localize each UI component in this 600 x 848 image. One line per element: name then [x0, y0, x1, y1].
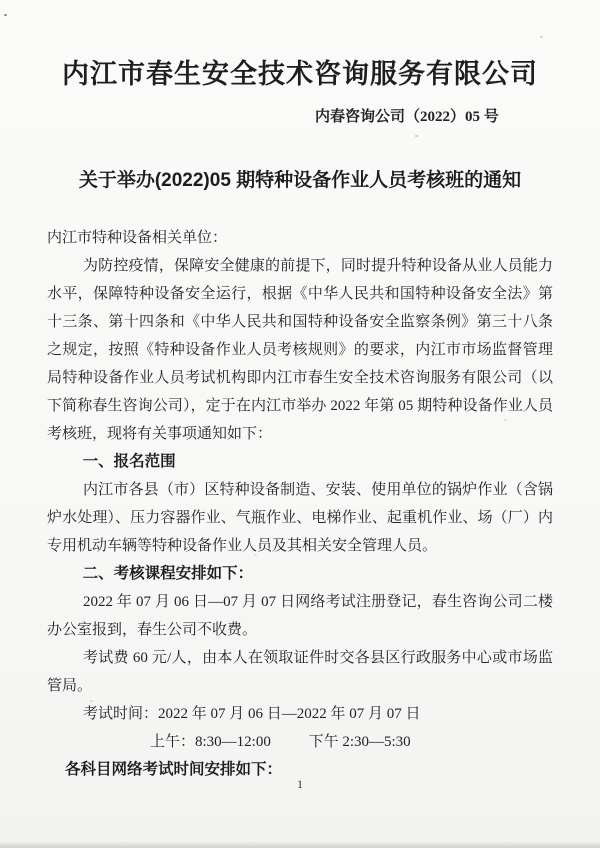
- page-number: 1: [297, 777, 303, 791]
- exam-hours: [47, 728, 553, 756]
- exam-time: 考试时间：2022 年 07 月 06 日—2022 年 07 月 07 日: [83, 706, 421, 722]
- notice-title: 关于举办(2022)05 期特种设备作业人员考核班的通知: [78, 170, 522, 191]
- section-1-paragraph: 内江市各县（市）区特种设备制造、安装、使用单位的锅炉作业（含锅炉水处理）、压力容器作业、气瓶作业、电梯作业、起重机作业、场（厂）内专用机动车辆等特种设备作业人员及其相关安全管理人员。: [47, 482, 553, 554]
- intro-paragraph: 为防控疫情，保障安全健康的前提下，同时提升特种设备从业人员能力水平，保障特种设备安全运行，根据《中华人民共和国特种设备安全法》第十三条、第十四条和《中华人民共和国特种设备安全监察条例》第三十八条之规定，按照《特种设备作业人员考核规则》的要求，内江市市场监督管理局特种设备作业人员考试机构即内江市春生安全技术咨询服务有限公司（以下简称春生咨询公司），定于在内江市举办 2022 年第 05 期特种设备作业人员考核班，现将有关事项通知如下：: [47, 258, 553, 442]
- afternoon-hours: 下午 2:30—5:30: [308, 734, 411, 750]
- online-exam-schedule-note: 各科目网络考试时间安排如下：: [65, 761, 283, 778]
- section-2-paragraph-fee: 考试费 60 元/人，由本人在领取证件时交各县区行政服务中心或市场监管局。: [47, 650, 553, 694]
- section-2-paragraph-registration: 2022 年 07 月 06 日—07 月 07 日网络考试注册登记，春生咨询公司二楼办公室报到，春生公司不收费。: [47, 594, 553, 638]
- section-2-heading: 二、考核课程安排如下：: [82, 565, 254, 582]
- notice-body: [47, 224, 553, 784]
- document-number: 内春咨询公司（2022）05 号: [315, 109, 499, 125]
- company-title: 内江市春生安全技术咨询服务有限公司: [62, 59, 538, 89]
- section-1-heading: 一、报名范围: [82, 453, 176, 470]
- morning-hours: 上午：8:30—12:00: [150, 734, 271, 750]
- salutation: 内江市特种设备相关单位：: [47, 230, 228, 246]
